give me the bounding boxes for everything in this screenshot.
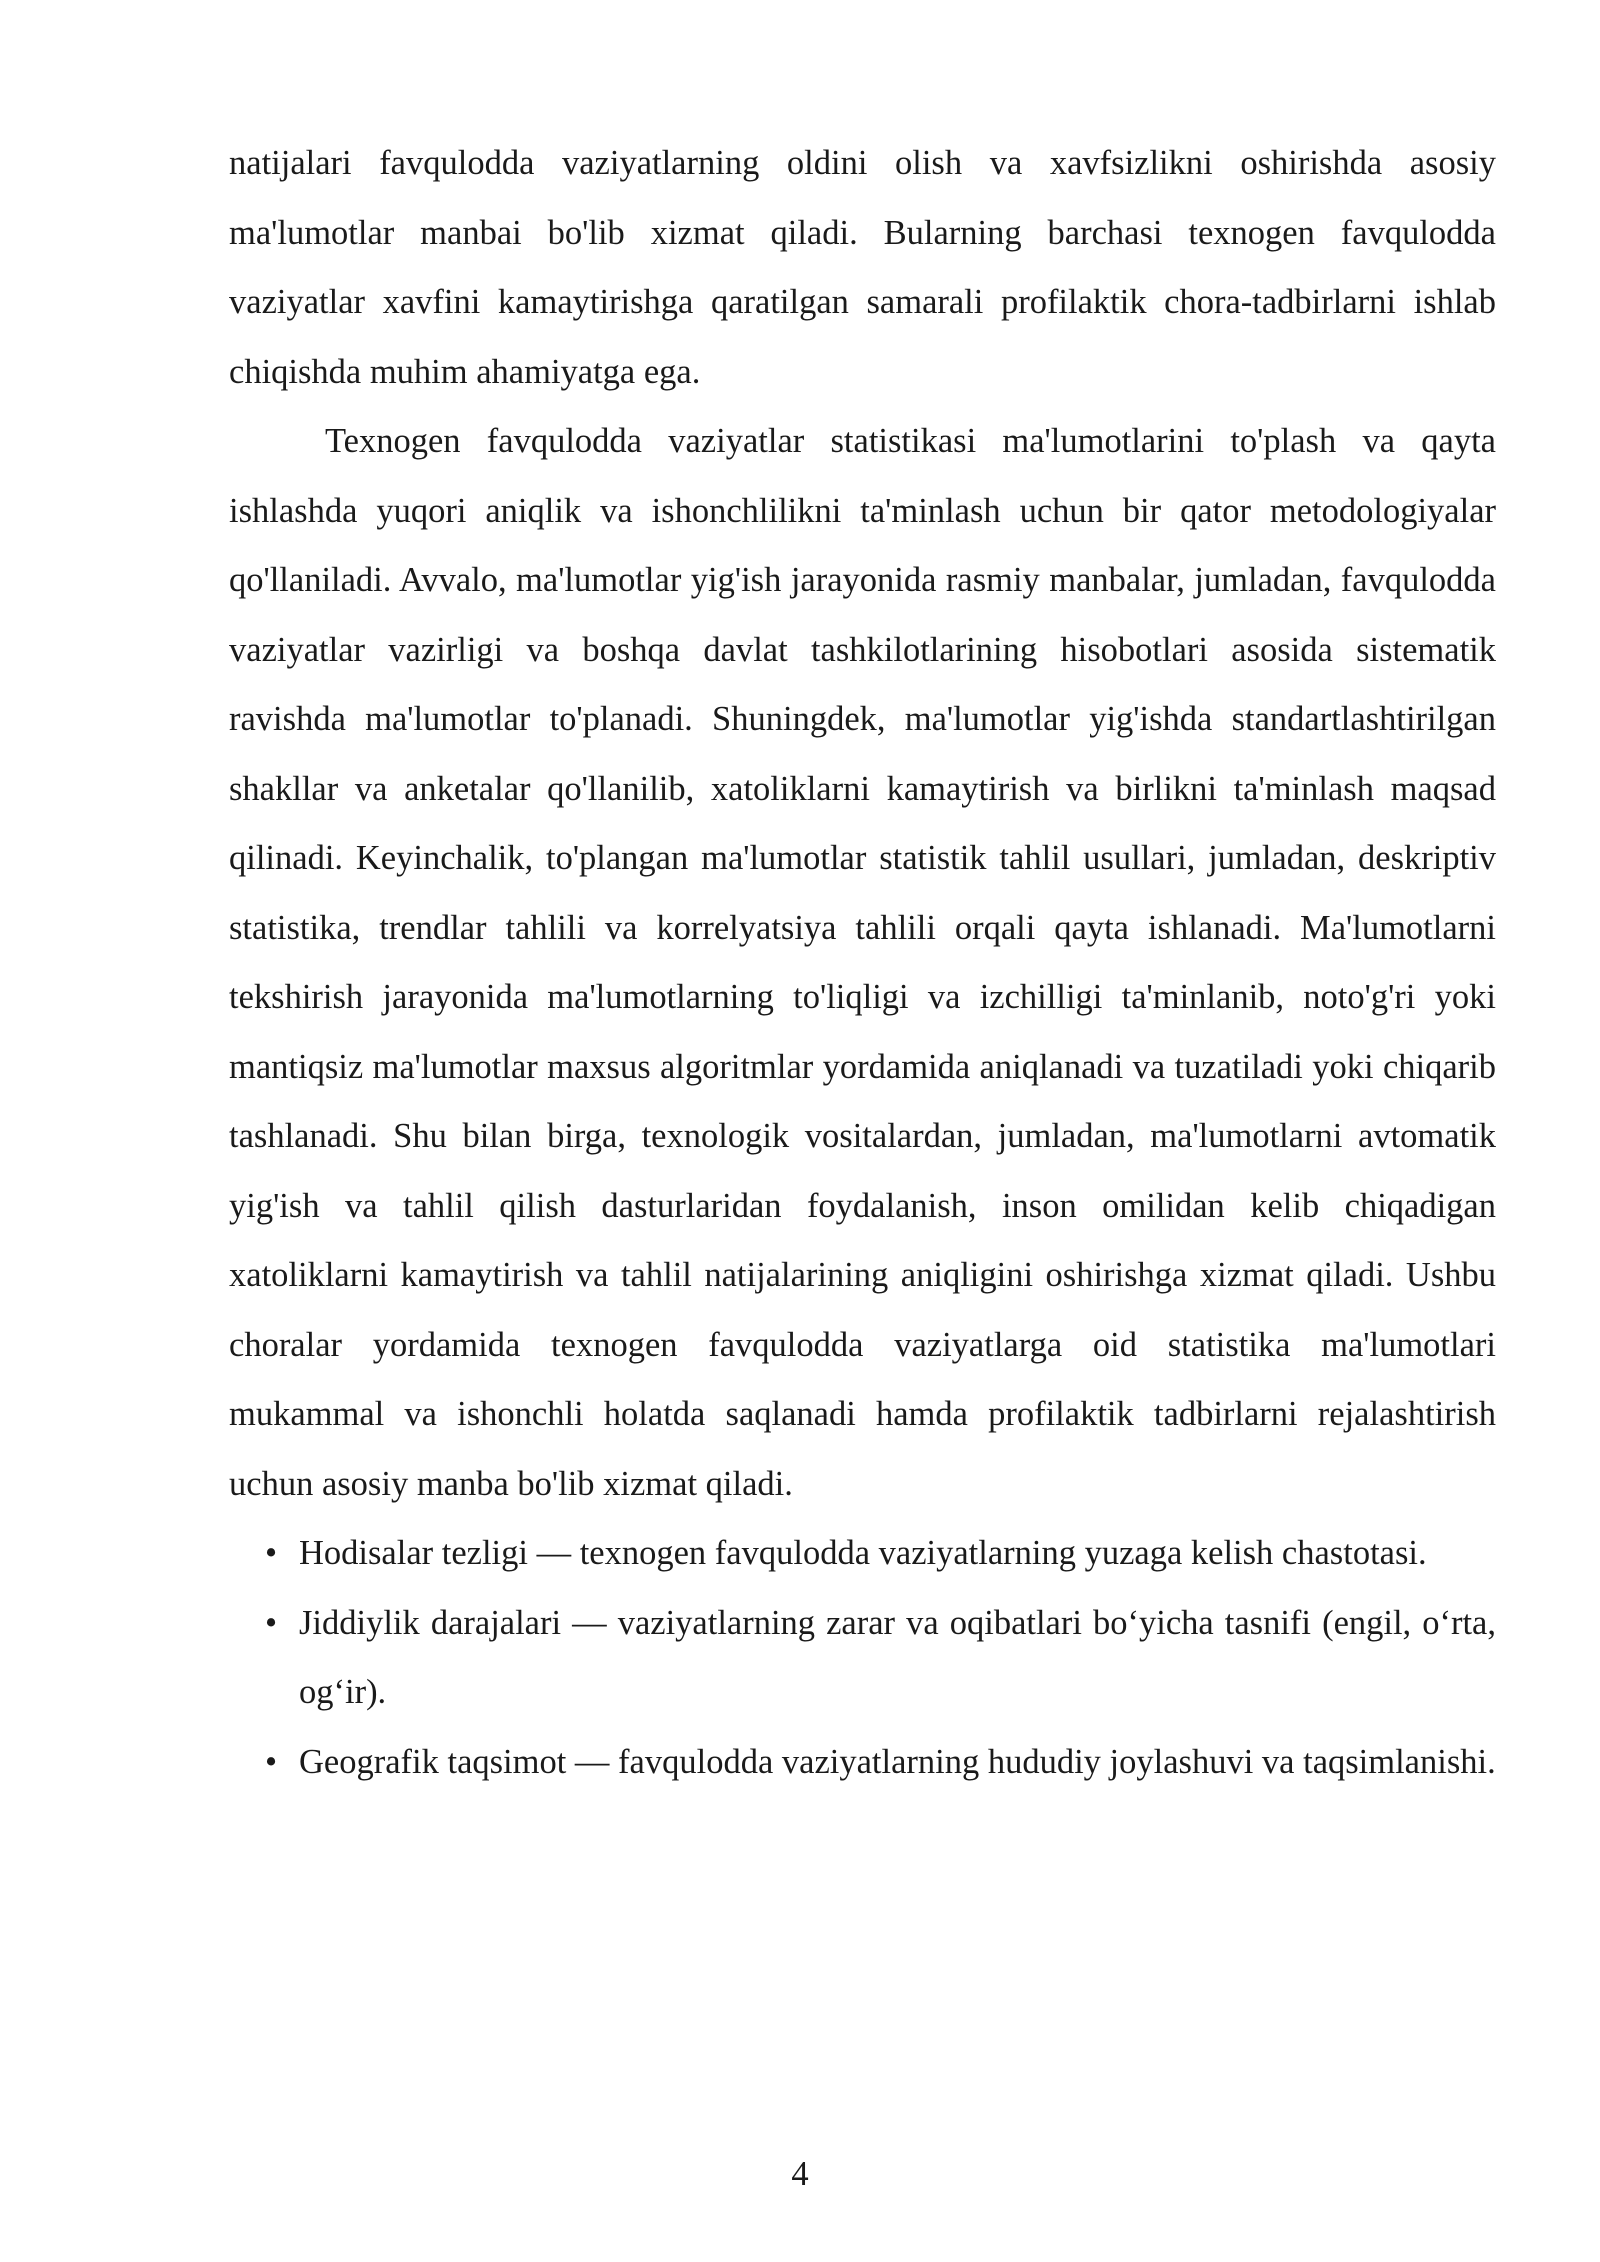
body-text xyxy=(229,129,1496,1797)
paragraph-methodology: Texnogen favqulodda vaziyatlar statistikasi ma'lumotlarini to'plash va qayta ishlashda yuqori aniqlik va ishonchlilikni ta'minlash uchun bir qator metodologiyalar qo'llaniladi. Avvalo, ma'lumotlar yig'ish jarayonida rasmiy manbalar, jumladan, favqulodda vaziyatlar vazirligi va boshqa davlat tashkilotlarining hisobotlari asosida sistematik ravishda ma'lumotlar to'planadi. Shuningdek, ma'lumotlar yig'ishda standartlashtirilgan shakllar va anketalar qo'llanilib, xatoliklarni kamaytirish va birlikni ta'minlash maqsad qilinadi. Keyinchalik, to'plangan ma'lumotlar statistik tahlil usullari, jumladan, deskriptiv statistika, trendlar tahlili va korrelyatsiya tahlili orqali qayta ishlanadi. Ma'lumotlarni tekshirish jarayonida ma'lumotlarning to'liqligi va izchilligi ta'minlanib, noto'g'ri yoki mantiqsiz ma'lumotlar maxsus algoritmlar yordamida aniqlanadi va tuzatiladi yoki chiqarib tashlanadi. Shu bilan birga, texnologik vositalardan, jumladan, ma'lumotlarni avtomatik yig'ish va tahlil qilish dasturlaridan foydalanish, inson omilidan kelib chiqadigan xatoliklarni kamaytirish va tahlil natijalarining aniqligini oshirishga xizmat qiladi. Ushbu choralar yordamida texnogen favqulodda vaziyatlarga oid statistika ma'lumotlari mukammal va ishonchli holatda saqlanadi hamda profilaktik tadbirlarni rejalashtirish uchun asosiy manba bo'lib xizmat qiladi. xyxy=(229,422,1496,1503)
list-item xyxy=(229,1728,1496,1798)
list-item-text: Hodisalar tezligi — texnogen favqulodda vaziyatlarning yuzaga kelish chastotasi. xyxy=(299,1534,1427,1572)
paragraph-continued: natijalari favqulodda vaziyatlarning oldini olish va xavfsizlikni oshirishda asosiy ma'lumotlar manbai bo'lib xizmat qiladi. Bularning barchasi texnogen favqulodda vaziyatlar xavfini kamaytirishga qaratilgan samarali profilaktik chora-tadbirlarni ishlab chiqishda muhim ahamiyatga ega. xyxy=(229,144,1496,391)
bullet-icon: • xyxy=(265,1534,278,1572)
list-item-text: Jiddiylik darajalari — vaziyatlarning zarar va oqibatlari bo‘yicha tasnifi (engil, o‘rta, og‘ir). xyxy=(299,1603,1496,1711)
bullet-icon: • xyxy=(265,1742,278,1781)
page-number: 4 xyxy=(791,2155,809,2193)
bullet-icon: • xyxy=(265,1603,278,1642)
list-item xyxy=(229,1589,1496,1728)
list-item xyxy=(229,1519,1496,1589)
bullet-list xyxy=(229,1519,1496,1797)
list-item-text: Geografik taqsimot — favqulodda vaziyatlarning hududiy joylashuvi va taqsimlanishi. xyxy=(299,1742,1496,1781)
